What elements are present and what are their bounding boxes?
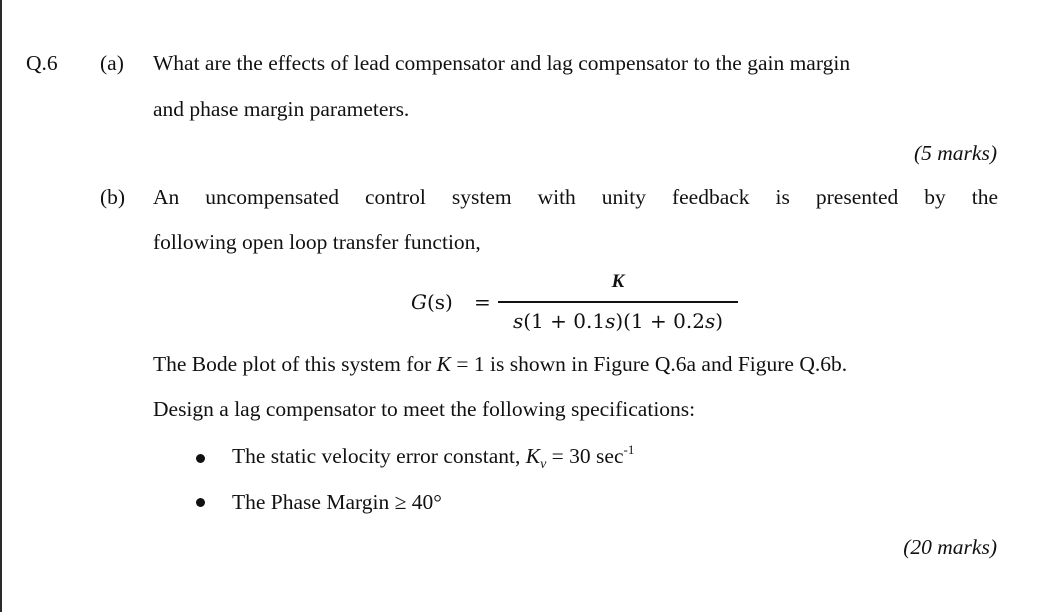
part-b-line-3 bbox=[153, 354, 847, 376]
spec-1 bbox=[232, 442, 635, 472]
part-b-line-4: Design a lag compensator to meet the following specifications: bbox=[153, 397, 696, 421]
transfer-function-lhs bbox=[411, 292, 453, 312]
bullet-icon bbox=[196, 498, 205, 507]
line3-var: K bbox=[436, 352, 451, 376]
spec-2: The Phase Margin ≥ 40° bbox=[232, 490, 442, 514]
part-a-line-2: and phase margin parameters. bbox=[153, 97, 410, 121]
part-b-label: (b) bbox=[100, 185, 126, 209]
part-a-line-1: What are the effects of lead compensator and lag compensator to the gain margin bbox=[153, 51, 851, 75]
part-b-line-1: An uncompensated control system with unity feedback is presented by the bbox=[153, 185, 998, 209]
lhs-var: G bbox=[411, 290, 427, 314]
part-a-marks: (5 marks) bbox=[914, 141, 997, 165]
den-s3: s bbox=[704, 309, 716, 333]
spec1-var: K bbox=[525, 444, 541, 468]
part-a-label: (a) bbox=[100, 51, 124, 75]
bullet-icon bbox=[196, 454, 205, 463]
den-part-3: ) bbox=[715, 309, 724, 333]
den-s: s bbox=[512, 309, 524, 333]
part-b-marks: (20 marks) bbox=[903, 535, 997, 559]
line3-pre: The Bode plot of this system for bbox=[153, 352, 437, 376]
den-part-2: )(1 + 0.2 bbox=[615, 309, 705, 333]
spec1-sub: v bbox=[540, 457, 547, 472]
den-s2: s bbox=[605, 309, 616, 333]
line3-post: = 1 is shown in Figure Q.6a and Figure Q.6b. bbox=[451, 352, 848, 376]
spec1-sup: -1 bbox=[623, 442, 635, 457]
spec1-pre: The static velocity error constant, bbox=[232, 444, 526, 468]
part-b-line-2: following open loop transfer function, bbox=[153, 230, 481, 254]
lhs-arg: (s) bbox=[426, 290, 453, 314]
spec1-post: = 30 sec bbox=[546, 444, 624, 468]
equals-sign: = bbox=[474, 290, 491, 314]
fraction-bar bbox=[498, 301, 738, 303]
left-border-line bbox=[0, 0, 2, 612]
transfer-function-numerator: K bbox=[611, 271, 625, 292]
question-number: Q.6 bbox=[26, 51, 58, 75]
den-part-1: (1 + 0.1 bbox=[523, 309, 606, 333]
transfer-function-denominator bbox=[498, 311, 738, 331]
